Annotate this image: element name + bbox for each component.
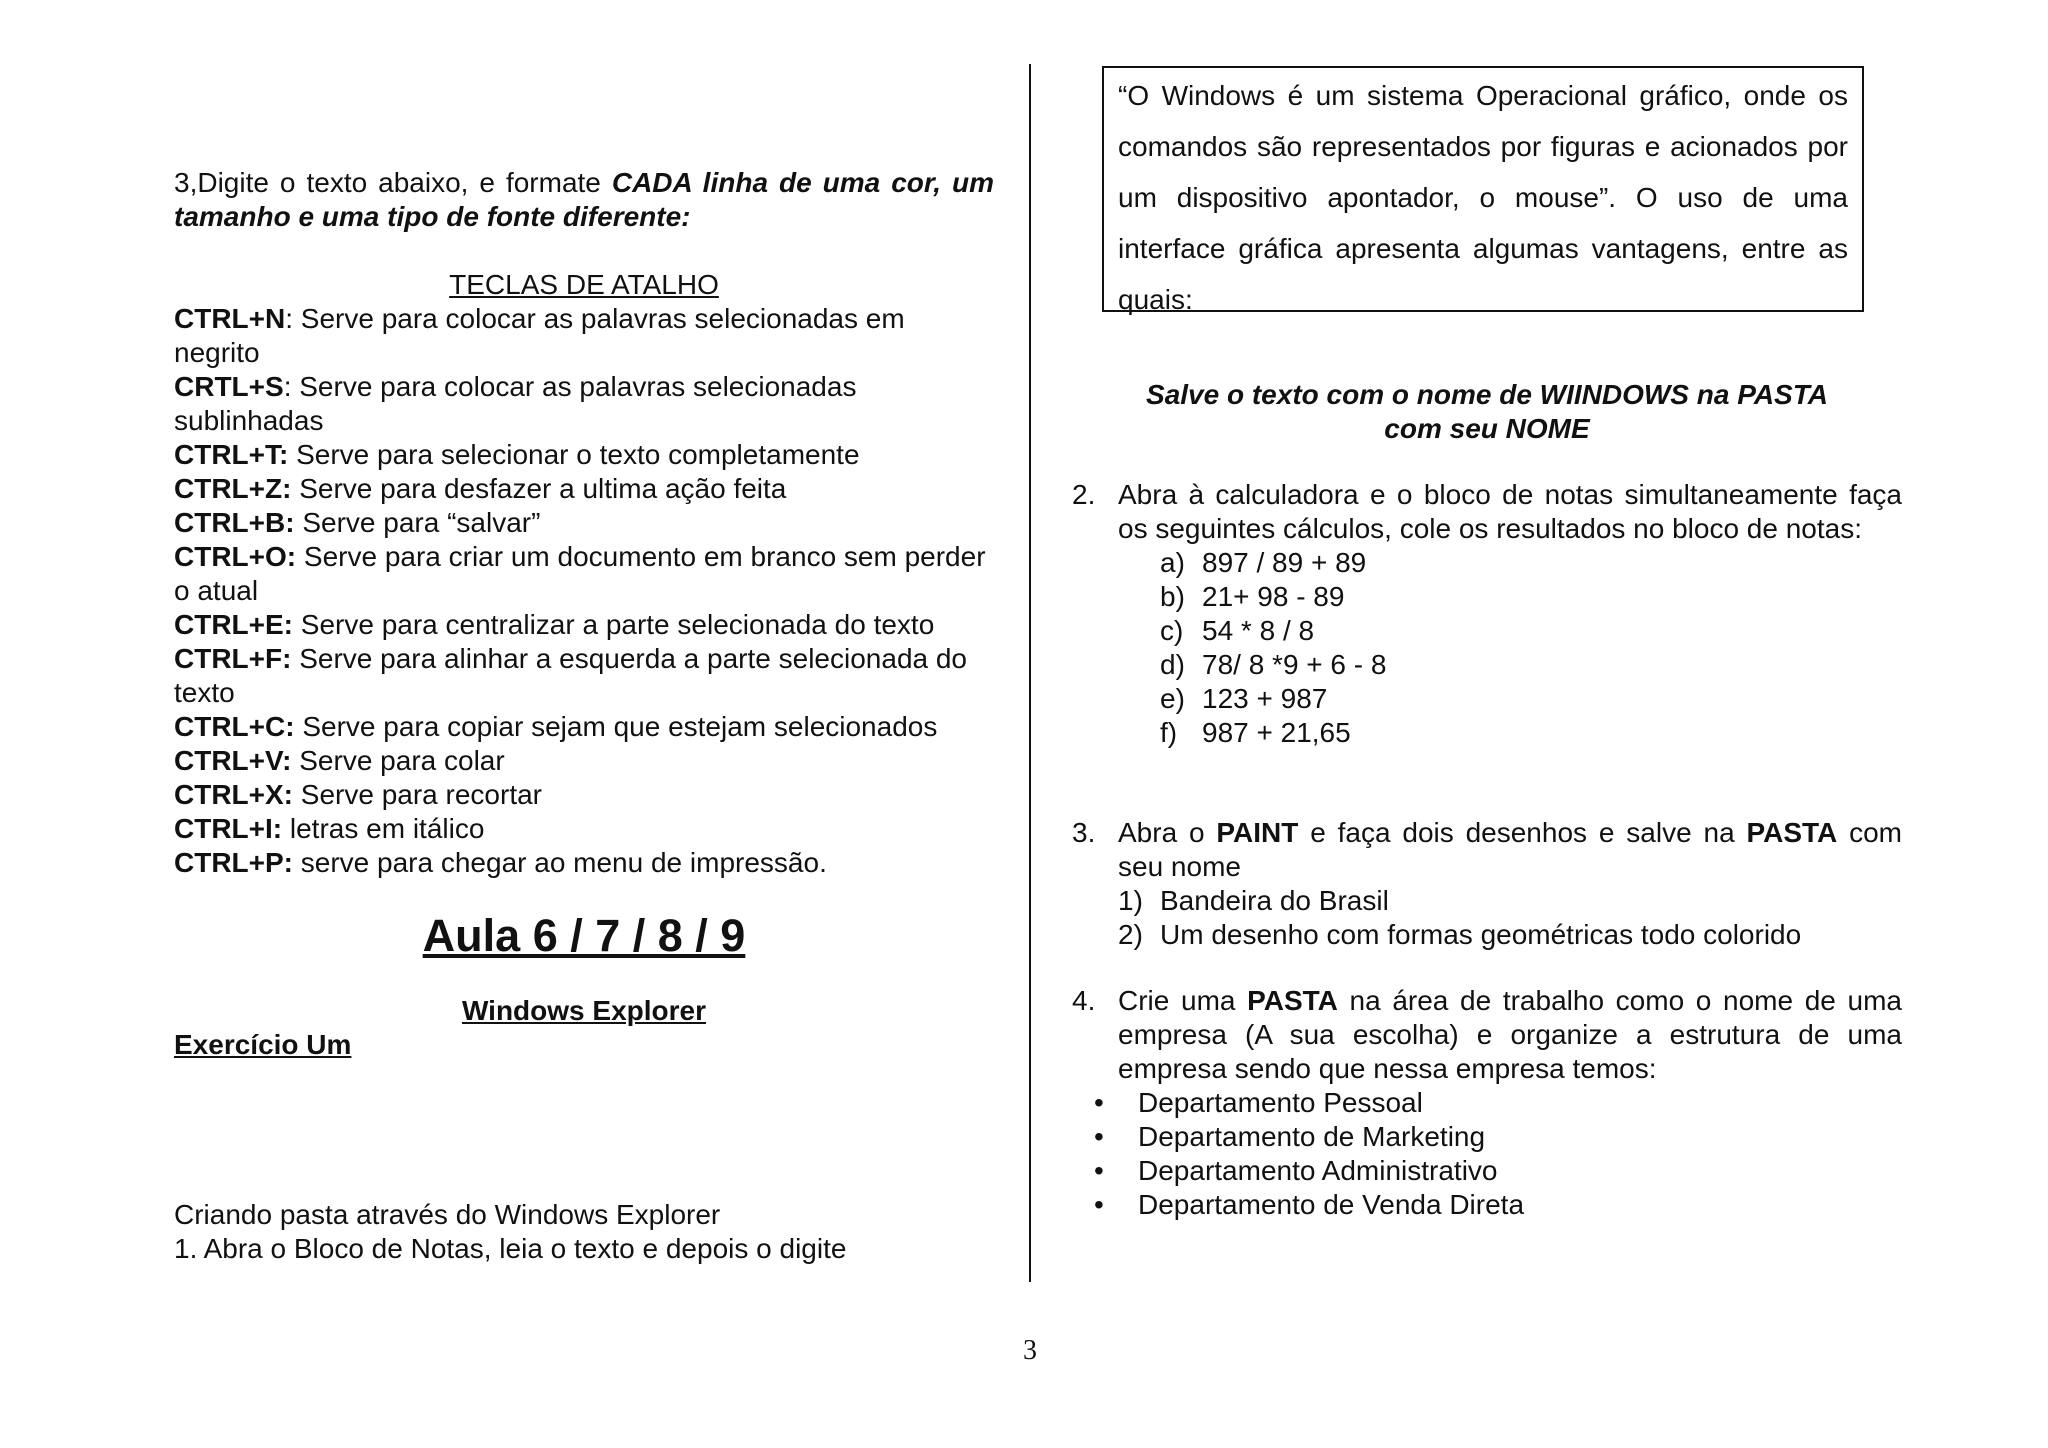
department-item: [1094, 1154, 1524, 1188]
text-fragment: Crie uma: [1118, 985, 1248, 1016]
drawing-text: Um desenho com formas geométricas todo colorido: [1160, 919, 1802, 950]
step-1-text: 1. Abra o Bloco de Notas, leia o texto e depois o digite: [174, 1233, 847, 1264]
calc-expression: 897 / 89 + 89: [1202, 547, 1367, 578]
calc-mark: d): [1160, 649, 1185, 680]
calculation-list: [1160, 546, 1902, 750]
calc-expression: 78/ 8 *9 + 6 - 8: [1202, 649, 1387, 680]
department-name: Departamento de Marketing: [1138, 1121, 1486, 1152]
shortcut-item: [174, 506, 994, 540]
department-name: Departamento Pessoal: [1138, 1087, 1423, 1118]
calc-item: [1160, 580, 1902, 614]
text-fragment: Abra o: [1118, 817, 1217, 848]
calc-item: [1160, 614, 1902, 648]
shortcut-key: CTRL+I:: [174, 813, 283, 844]
shortcut-key: CTRL+T:: [174, 439, 289, 470]
shortcut-desc: Serve para copiar sejam que estejam selecionados: [294, 711, 938, 742]
calc-mark: e): [1160, 683, 1185, 714]
shortcut-desc: : Serve para colocar as palavras selecionadas em negrito: [174, 303, 905, 368]
text-fragment: e faça dois desenhos e salve na: [1298, 817, 1747, 848]
department-list: [1094, 1086, 1524, 1222]
drawing-item: [1118, 918, 1902, 952]
drawing-list: [1118, 884, 1902, 952]
calc-expression: 21+ 98 - 89: [1202, 581, 1345, 612]
pasta-keyword: PASTA: [1247, 985, 1338, 1016]
shortcut-item: [174, 710, 994, 744]
shortcut-desc: Serve para centralizar a parte selecionada do texto: [293, 609, 935, 640]
item-3-text: [1118, 816, 1902, 884]
calc-expression: 54 * 8 / 8: [1202, 615, 1315, 646]
item-number: 3.: [1072, 817, 1096, 848]
shortcut-item: [174, 744, 994, 778]
shortcut-list: [174, 302, 994, 880]
shortcuts-title: TECLAS DE ATALHO: [449, 269, 719, 300]
item-4-text: [1118, 984, 1902, 1086]
shortcut-desc: Serve para alinhar a esquerda a parte selecionada do texto: [174, 643, 968, 708]
column-divider: [1029, 64, 1031, 1282]
shortcut-desc: : Serve para colocar as palavras selecionadas sublinhadas: [174, 371, 857, 436]
shortcut-key: CTRL+V:: [174, 745, 292, 776]
section-title-windows-explorer: Windows Explorer: [461, 995, 706, 1026]
calc-mark: f): [1160, 717, 1178, 748]
task-3-prefix: 3,Digite o texto abaixo, e formate: [174, 167, 612, 198]
shortcut-item: [174, 608, 994, 642]
text-fragment: na área de trabalho como o nome de uma empresa (A sua escolha) e organize a estrutura de uma empresa sendo que nessa empresa temos:: [1118, 985, 1902, 1084]
shortcut-item: [174, 812, 994, 846]
bullet-icon: •: [1094, 1087, 1104, 1118]
shortcut-item: [174, 540, 994, 608]
shortcut-key: CTRL+B:: [174, 507, 295, 538]
exercise-item-3: [1072, 816, 1902, 952]
drawing-item: [1118, 884, 1902, 918]
shortcut-key: CTRL+Z:: [174, 473, 292, 504]
calc-expression: 123 + 987: [1202, 683, 1328, 714]
shortcut-desc: Serve para “salvar”: [294, 507, 541, 538]
pasta-keyword: PASTA: [1746, 817, 1838, 848]
calc-mark: a): [1160, 547, 1185, 578]
shortcut-item: [174, 846, 994, 880]
bullet-icon: •: [1094, 1155, 1104, 1186]
shortcut-desc: Serve para criar um documento em branco sem perder o atual: [174, 541, 986, 606]
exercise-item-2: [1072, 478, 1902, 750]
shortcut-desc: Serve para desfazer a ultima ação feita: [291, 473, 787, 504]
shortcut-item: [174, 438, 994, 472]
calc-expression: 987 + 21,65: [1202, 717, 1351, 748]
shortcut-item: [174, 778, 994, 812]
lesson-title: Aula 6 / 7 / 8 / 9: [422, 910, 746, 961]
drawing-mark: 2): [1118, 919, 1143, 950]
calc-item: [1160, 682, 1902, 716]
department-name: Departamento de Venda Direta: [1138, 1189, 1525, 1220]
quote-text: “O Windows é um sistema Operacional gráfico, onde os comandos são representados por figuras e acionados por um dispositivo apontador, o mouse”. O uso de uma interface gráfica apresenta algumas vantagens, entre as quais:: [1118, 80, 1848, 315]
task-3-emphasis: CADA linha de uma cor, um tamanho e uma tipo de fonte diferente:: [174, 167, 994, 232]
shortcut-key: CTRL+E:: [174, 609, 293, 640]
exercise-item-4: [1072, 984, 1902, 1086]
save-instruction-line-2: com seu NOME: [1384, 413, 1590, 444]
shortcut-key: CTRL+F:: [174, 643, 292, 674]
calc-mark: b): [1160, 581, 1185, 612]
drawing-mark: 1): [1118, 885, 1143, 916]
shortcut-desc: serve para chegar ao menu de impressão.: [293, 847, 827, 878]
save-instruction: [1072, 378, 1902, 446]
shortcut-item: [174, 370, 994, 438]
shortcut-item: [174, 472, 994, 506]
shortcut-key: CTRL+O:: [174, 541, 297, 572]
shortcut-key: CTRL+N: [174, 303, 286, 334]
bullet-icon: •: [1094, 1121, 1104, 1152]
calc-item: [1160, 648, 1902, 682]
drawing-text: Bandeira do Brasil: [1160, 885, 1389, 916]
department-item: [1094, 1086, 1524, 1120]
shortcut-desc: Serve para selecionar o texto completamente: [288, 439, 860, 470]
text-fragment: com seu nome: [1118, 817, 1902, 882]
item-number: 2.: [1072, 479, 1096, 510]
quote-box: [1102, 66, 1864, 315]
shortcut-key: CRTL+S: [174, 371, 284, 402]
save-instruction-line-1: Salve o texto com o nome de WIINDOWS na PASTA: [1146, 379, 1828, 410]
shortcut-item: [174, 642, 994, 710]
page-number: 3: [1023, 1335, 1037, 1366]
item-2-text: Abra à calculadora e o bloco de notas simultaneamente faça os seguintes cálculos, cole os resultados no bloco de notas:: [1118, 479, 1902, 544]
shortcut-desc: letras em itálico: [282, 813, 485, 844]
department-name: Departamento Administrativo: [1138, 1155, 1498, 1186]
task-3-instruction: [174, 166, 994, 234]
paint-keyword: PAINT: [1216, 817, 1299, 848]
shortcut-desc: Serve para recortar: [293, 779, 542, 810]
department-item: [1094, 1120, 1524, 1154]
item-number: 4.: [1072, 985, 1096, 1016]
shortcut-key: CTRL+P:: [174, 847, 293, 878]
calc-mark: c): [1160, 615, 1184, 646]
exercise-title: Exercício Um: [174, 1029, 352, 1060]
bullet-icon: •: [1094, 1189, 1104, 1220]
shortcut-desc: Serve para colar: [291, 745, 505, 776]
calc-item: [1160, 546, 1902, 580]
shortcut-key: CTRL+C:: [174, 711, 295, 742]
criando-pasta-text: Criando pasta através do Windows Explorer: [174, 1199, 721, 1230]
calc-item: [1160, 716, 1902, 750]
shortcut-key: CTRL+X:: [174, 779, 293, 810]
shortcut-item: [174, 302, 994, 370]
department-item: [1094, 1188, 1524, 1222]
